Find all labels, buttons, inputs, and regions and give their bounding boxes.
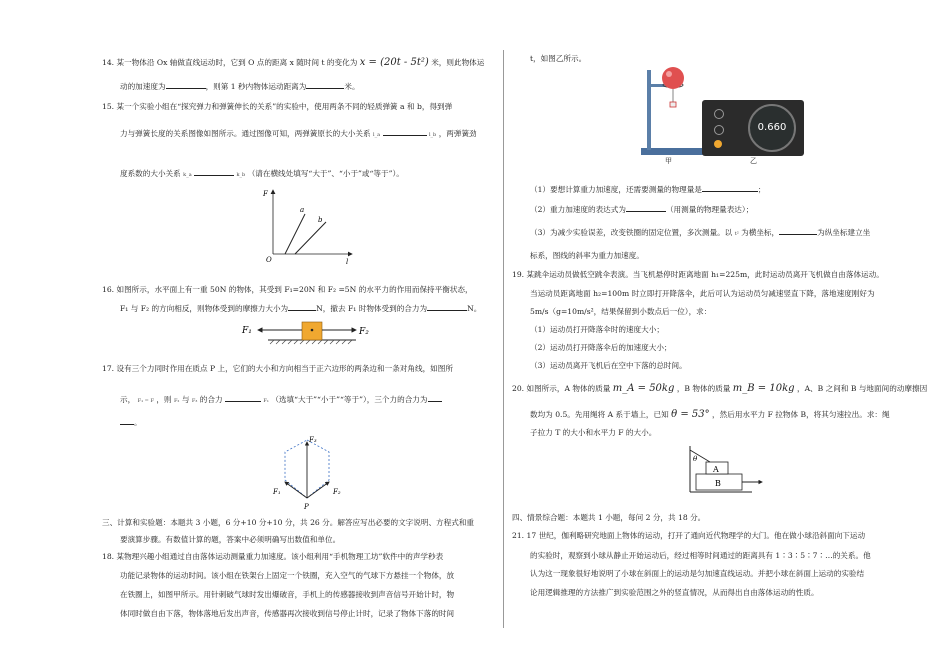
line-a — [285, 214, 305, 254]
graph-label-o: O — [266, 256, 272, 264]
q17-eq1: F₁ = F — [137, 398, 154, 404]
q17-blank-2-cont[interactable] — [120, 424, 134, 425]
stopwatch-display: 0.660 — [748, 104, 796, 152]
q20-mass-a: m_A = 50kg — [612, 383, 675, 394]
q15-kb: k_b — [236, 172, 246, 178]
graph-label-a: a — [300, 206, 305, 214]
section3-line-1: 三、计算和实验题：本题共 3 小题，6 分+10 分+10 分，共 26 分。解答应写出必要的文字说明、方程式和重 — [102, 518, 475, 527]
q16-blank-1[interactable] — [288, 310, 316, 311]
q18-line-3: 在铁圈上，如图甲所示。用针刺破气球时发出爆破音，手机上的传感器接收到声音信号开始计时，物 — [120, 590, 455, 599]
q20-line-2: 数均为 0.5。先用绳将 A 系于墙上，已知 θ = 53° ，然后用水平力 F 拉物体 B，将其匀速拉出。求：绳 — [530, 409, 890, 420]
q19-line-2: 当运动员距离地面 h₂=100m 时立即打开降落伞，此后可认为运动员匀减速竖直下降，落地速度刚好为 — [530, 289, 875, 298]
q18-blank-3[interactable] — [779, 234, 817, 235]
q18-blank-2[interactable] — [626, 211, 666, 212]
q15-line-1: 15. 某一个实验小组在“探究弹力和弹簧伸长的关系”的实验中，使用两条不同的轻质弹簧 a 和 b，得到弹 — [102, 102, 453, 111]
f2-label: F₂ — [359, 327, 369, 337]
q15-lb: l_b — [428, 132, 437, 138]
column-divider — [503, 50, 504, 628]
q21-line-4: 论用逻辑推理的方法推广到实验范围之外的竖直情况，从而得出自由落体运动的性质。 — [530, 588, 819, 597]
hexagon-figure — [267, 432, 347, 512]
graph-label-b: b — [318, 216, 323, 224]
q14-line-2: 动的加速度为 ，则第 1 秒内物体运动距离为 米。 — [120, 82, 360, 91]
q18-sub-3-cont: 标系，图线的斜率为重力加速度。 — [530, 251, 644, 260]
apparatus-figure — [637, 64, 707, 160]
balloon — [662, 67, 684, 89]
blocks-figure — [682, 444, 772, 496]
q15-ka: k_a — [183, 172, 192, 178]
pause-icon[interactable] — [714, 140, 722, 148]
q20-line-3: 子拉力 T 的大小和水平力 F 的大小。 — [530, 428, 657, 437]
hanging-object — [670, 102, 676, 107]
q18-line-2: 功能记录物体的运动时间。该小组在铁架台上固定一个铁圈，充入空气的气球下方悬挂一个物体，放 — [120, 571, 455, 580]
figure-yi-caption: 乙 — [750, 157, 757, 165]
q19-sub-2: （2）运动员打开降落伞后的加速度大小； — [530, 343, 672, 352]
block-a-label: A — [713, 465, 719, 474]
reset-icon[interactable] — [714, 109, 724, 119]
q21-line-1: 21. 17 世纪，伽利略研究地面上物体的运动，打开了通向近代物理学的大门。他在做小球沿斜面向下运动 — [512, 531, 866, 540]
q18-blank-1[interactable] — [702, 191, 758, 192]
q21-line-2: 的实验时，观察到小球从静止开始运动后，经过相等时间通过的距离具有 1∶3∶5∶7∶…的关系。他 — [530, 551, 871, 560]
q19-line-1: 19. 某跳伞运动员做低空跳伞表演。当飞机悬停时距离地面 h₁=225m，此时运动员离开飞机做自由落体运动。 — [512, 270, 884, 279]
section4-heading: 四、情景综合题：本题共 1 小题，每问 2 分，共 18 分。 — [512, 513, 706, 522]
spring-graph — [260, 186, 360, 266]
q18-line-1: 18. 某物理兴趣小组通过自由落体运动测量重力加速度。该小组利用“手机物理工坊”软件中的声学秒表 — [102, 552, 444, 561]
q19-line-3: 5m/s（g=10m/s²，结果保留到小数点后一位），求： — [530, 307, 712, 316]
friction-figure — [238, 316, 388, 350]
hex-f3-label: F₃ — [309, 436, 317, 444]
q18-line-4: 体同时做自由下落，物体落地后发出声音，传感器再次接收到信号停止计时，记录了物体下落的时间 — [120, 609, 455, 618]
q15-line-2: 力与弹簧长度的关系图像如图所示。通过图像可知，两弹簧原长的大小关系 l_a l_b ，两弹簧劲 — [120, 129, 477, 138]
graph-label-f: F — [263, 190, 268, 198]
q14-blank-1[interactable] — [166, 88, 206, 89]
block-b-label: B — [715, 479, 721, 488]
graph-label-l: l — [346, 258, 349, 266]
q20-theta: θ = 53° — [671, 409, 710, 420]
q17-line-3: 。 — [120, 419, 142, 427]
phone-stopwatch — [702, 100, 804, 156]
ground-hatch — [270, 340, 352, 344]
figure-jia-caption: 甲 — [665, 157, 672, 165]
q19-sub-1: （1）运动员打开降落伞时的速度大小； — [530, 325, 664, 334]
q17-blank-2[interactable] — [428, 401, 442, 402]
q18-sub-2: （2）重力加速度的表达式为 （用测量的物理量表达）； — [530, 205, 754, 214]
settings-icon[interactable] — [714, 125, 724, 135]
hex-p-label: P — [304, 503, 309, 511]
f2-vector — [307, 482, 329, 498]
q18-continued: t，如图乙所示。 — [530, 54, 587, 63]
f1-label: F₁ — [242, 326, 252, 336]
q17-line-2: 示， F₁ = F ，则 F₂ 与 F₃ 的合力 F₁ （选填“大于”“小于”“等于”），三个力的合力为 — [120, 396, 442, 404]
q15-la: l_a — [373, 132, 381, 138]
q20-line-1: 20. 如图所示，A 物体的质量 m_A = 50kg ，B 物体的质量 m_B = 10kg ，A、B 之间和 B 与地面间的动摩擦因 — [512, 383, 928, 394]
q15-blank-2[interactable] — [194, 175, 234, 176]
q18-sub-1: （1）要想计算重力加速度，还需要测量的物理量是 ； — [530, 185, 766, 194]
q16-line-1: 16. 如图所示，水平面上有一重 50N 的物体，其受到 F₁=20N 和 F₂ =5N 的水平力的作用而保持平衡状态， — [102, 285, 473, 294]
theta-label: θ — [693, 455, 698, 463]
line-b — [295, 222, 326, 254]
q20-mass-b: m_B = 10kg — [732, 383, 795, 394]
q16-blank-2[interactable] — [427, 310, 467, 311]
q19-sub-3: （3）运动员离开飞机后在空中下落的总时间。 — [530, 361, 687, 370]
q15-line-3: 度系数的大小关系 k_a k_b （请在横线处填写“大于”、“小于”或“等于”）。 — [120, 169, 404, 178]
q16-line-2: F₁ 与 F₂ 的方向相反，则物体受到的摩擦力大小为 N，撤去 F₁ 时物体受到的合力为 N。 — [120, 304, 482, 313]
hex-f1-label: F₁ — [273, 488, 281, 496]
q14-formula: x = (20t - 5t²) — [359, 57, 429, 68]
q14-blank-2[interactable] — [306, 88, 344, 89]
q17-line-1: 17. 设有三个力同时作用在质点 P 上，它们的大小和方向相当于正六边形的两条边和一条对角线，如图所 — [102, 364, 453, 373]
block-center — [311, 329, 314, 332]
q21-line-3: 认为这一现象很好地说明了小球在斜面上的运动是匀加速直线运动。并把小球在斜面上运动的实验结 — [530, 569, 865, 578]
q14-line-1: 14. 某一物体沿 Ox 轴做直线运动时，它到 O 点的距离 x 随时间 t 的变化为 x = (20t - 5t²) 米，则此物体运 — [102, 57, 485, 68]
q17-blank-1[interactable] — [225, 401, 261, 402]
section3-line-2: 要演算步骤。有数值计算的题，答案中必须明确写出数值和单位。 — [120, 535, 341, 544]
q15-blank-1[interactable] — [383, 135, 427, 136]
stand-rod — [647, 70, 651, 150]
hex-f2-label: F₂ — [333, 488, 341, 496]
q18-sub-3: （3）为减少实验误差，改变铁圈的固定位置，多次测量。以 t² 为横坐标， 为纵坐标建立坐 — [530, 228, 871, 237]
f1-vector — [285, 482, 307, 498]
